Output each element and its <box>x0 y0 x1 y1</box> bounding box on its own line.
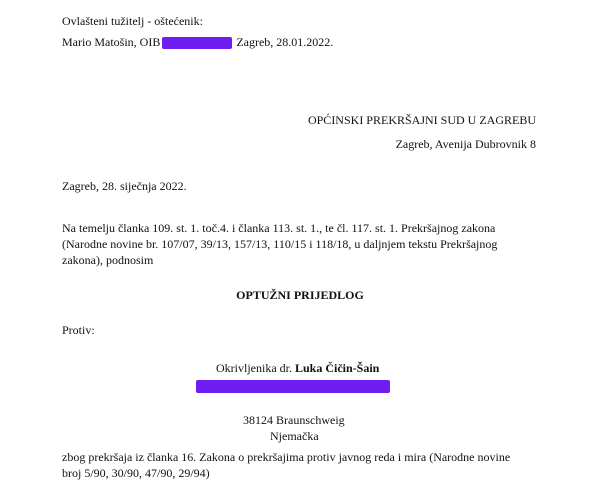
document-title <box>0 287 600 303</box>
defendant-name: Luka Čičin-Šain <box>294 361 380 375</box>
claimant-role: Ovlašteni tužitelj - oštećenik: <box>62 14 203 28</box>
defendant-postal: 38124 Braunschweig <box>243 413 345 427</box>
defendant-country: Njemačka <box>270 429 319 443</box>
court-name: OPĆINSKI PREKRŠAJNI SUD U ZAGREBU <box>307 113 536 127</box>
redaction-address <box>196 380 390 393</box>
intro-line-3: zakona), podnosim <box>62 253 154 267</box>
claimant-line <box>62 34 333 50</box>
offense-line-2: broj 5/90, 30/90, 47/90, 29/94) <box>62 466 210 480</box>
court-address: Zagreb, Avenija Dubrovnik 8 <box>395 137 536 151</box>
intro-line-1: Na temelju članka 109. st. 1. toč.4. i članka 113. st. 1., te čl. 117. st. 1. Prekršajnog zakona <box>62 221 496 235</box>
document-title-text: OPTUŽNI PRIJEDLOG <box>236 288 364 302</box>
defendant-prefix: Okrivljenika dr. <box>216 361 295 375</box>
offense-line-1: zbog prekršaja iz članka 16. Zakona o prekršajima protiv javnog reda i mira (Narodne novine <box>62 450 511 464</box>
defendant-line <box>216 360 379 376</box>
intro-line-2: (Narodne novine br. 107/07, 39/13, 157/13, 110/15 i 118/18, u daljnjem tekstu Prekršajnog <box>62 237 498 251</box>
date-line: Zagreb, 28. siječnja 2022. <box>62 179 187 193</box>
against-label: Protiv: <box>62 323 95 337</box>
claimant-name: Mario Matošin, OIB <box>62 35 161 49</box>
claimant-place-date: Zagreb, 28.01.2022. <box>236 35 334 49</box>
redaction-oib <box>162 37 232 49</box>
